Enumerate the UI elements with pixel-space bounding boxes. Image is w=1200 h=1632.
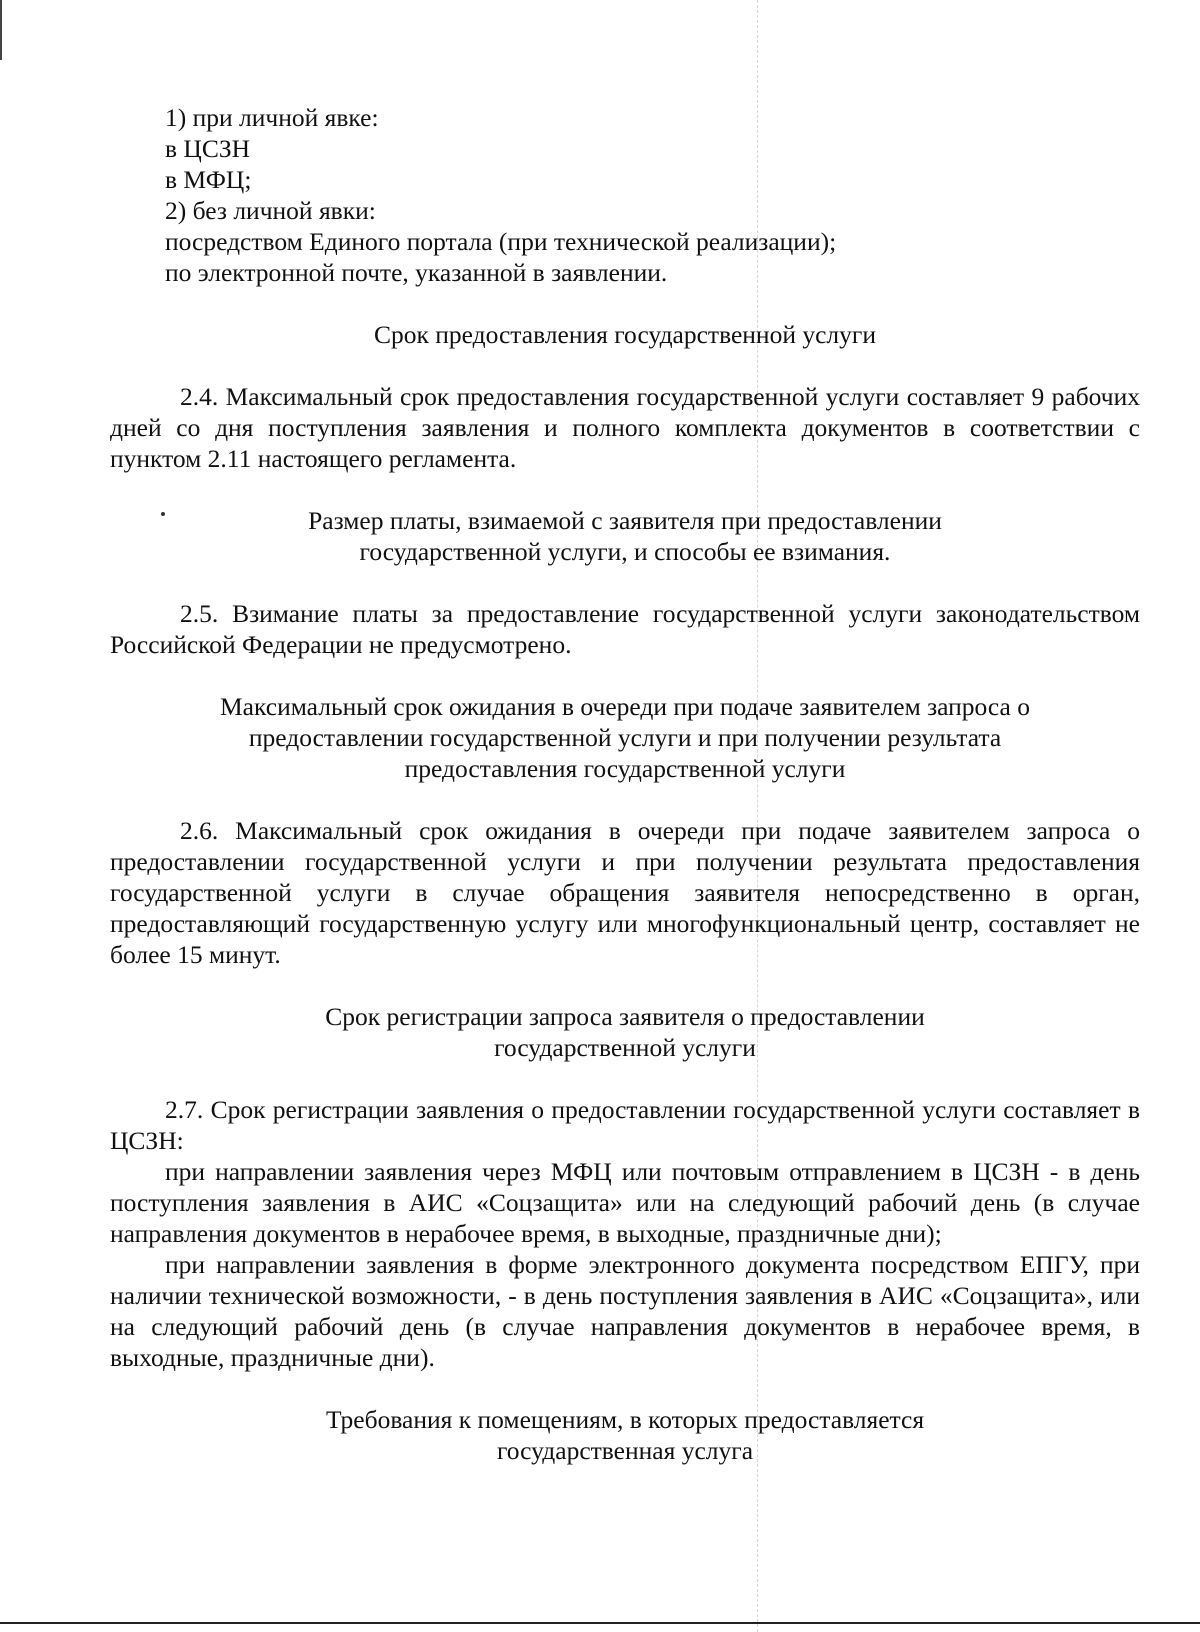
section-heading-queue: [110, 691, 1140, 784]
heading-line: Требования к помещениям, в которых предоставляется: [325, 1405, 925, 1434]
heading-line: Размер платы, взимаемой с заявителя при предоставлении: [308, 506, 942, 535]
heading-line: предоставлении государственной услуги и при получении результата: [248, 723, 1002, 752]
paragraph-2-7: 2.7. Срок регистрации заявления о предоставлении государственной услуги составляет в ЦСЗН:: [110, 1095, 1140, 1155]
section-heading-premises: [110, 1404, 1140, 1466]
heading-line: государственная услуга: [496, 1436, 754, 1465]
list-item: в ЦСЗН: [165, 134, 251, 163]
heading-line: Срок регистрации запроса заявителя о предоставлении: [325, 1002, 925, 1031]
submission-methods-list: [110, 102, 1140, 288]
heading-line: государственной услуги: [494, 1033, 756, 1062]
list-item: посредством Единого портала (при технической реализации);: [165, 227, 837, 256]
list-item: в МФЦ;: [165, 165, 252, 194]
list-item: по электронной почте, указанной в заявлении.: [165, 258, 668, 287]
paragraph-2-6: 2.6. Максимальный срок ожидания в очереди при подаче заявителем запроса о предоставлении государственной услуги и при получении результата предоставления государственной услуги в случае обращения заявителя непосредственно в орган, предоставляющий государственную услугу или многофункциональный центр, составляет не более 15 минут.: [110, 816, 1140, 969]
list-item: 1) при личной явке:: [165, 103, 379, 132]
heading-line: Максимальный срок ожидания в очереди при подаче заявителем запроса о: [220, 692, 1030, 721]
paragraph-2-4: 2.4. Максимальный срок предоставления государственной услуги составляет 9 рабочих дней со дня поступления заявления и полного комплекта документов в соответствии с пунктом 2.11 настоящего регламента.: [110, 382, 1140, 473]
section-heading-registration: [110, 1001, 1140, 1063]
paragraph-2-7-mfc: при направлении заявления через МФЦ или почтовым отправлением в ЦСЗН - в день поступления заявления в АИС «Соцзащита» или на следующий рабочий день (в случае направления документов в нерабочее время, в выходные, праздничные дни);: [110, 1157, 1140, 1248]
scan-left-edge: [0, 0, 2, 60]
list-item: 2) без личной явки:: [165, 196, 376, 225]
section-heading-term: Срок предоставления государственной услуги: [373, 320, 876, 349]
section-heading-fee: [110, 505, 1140, 567]
paragraph-2-5: 2.5. Взимание платы за предоставление государственной услуги законодательством Российской Федерации не предусмотрено.: [110, 599, 1140, 659]
document-body: [110, 102, 1140, 1466]
scan-bottom-edge: [0, 1622, 1200, 1624]
heading-line: предоставления государственной услуги: [404, 754, 846, 783]
heading-line: государственной услуги, и способы ее взимания.: [359, 537, 891, 566]
paragraph-2-7-epgu: при направлении заявления в форме электронного документа посредством ЕПГУ, при наличии технической возможности, - в день поступления заявления в АИС «Соцзащита», или на следующий рабочий день (в случае направления документов в нерабочее время, в выходные, праздничные дни).: [110, 1250, 1140, 1372]
